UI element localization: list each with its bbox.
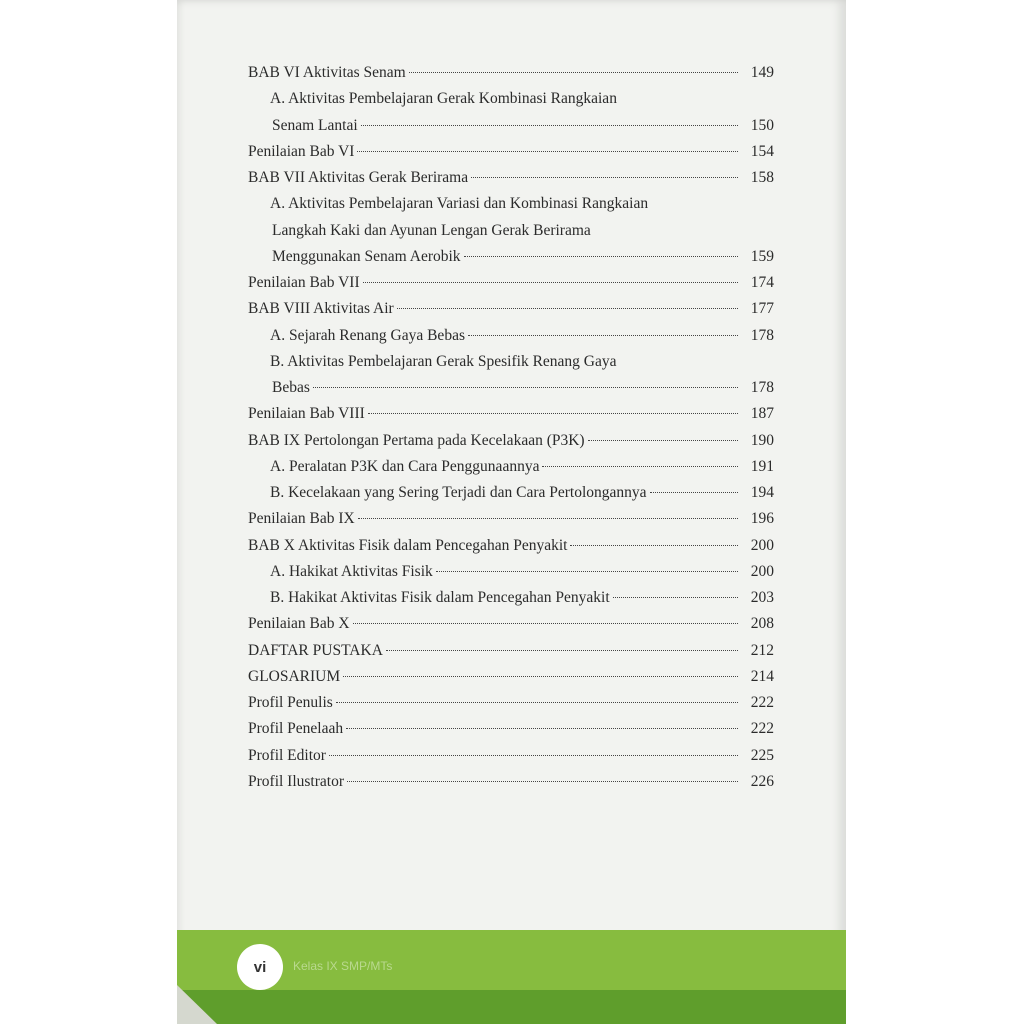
toc-dot-leader — [397, 308, 738, 309]
toc-entry-title: Profil Ilustrator — [248, 772, 344, 790]
toc-entry-page: 190 — [750, 431, 774, 449]
toc-entry-title: Bebas — [272, 379, 310, 396]
toc-entry-page: 212 — [750, 641, 774, 659]
page-fold-corner — [177, 985, 217, 1024]
toc-entry — [248, 142, 774, 162]
toc-entry-page: 191 — [750, 457, 774, 475]
toc-entry — [248, 299, 774, 319]
toc-entry-title: BAB VI Aktivitas Senam — [248, 64, 406, 81]
toc-entry-title: A. Aktivitas Pembelajaran Gerak Kombinasi Rangkaian — [270, 90, 617, 108]
toc-entry-title: A. Peralatan P3K dan Cara Penggunaannya — [270, 457, 540, 475]
toc-dot-leader — [329, 755, 738, 756]
toc-entry-page: 178 — [750, 379, 774, 396]
toc-entry-title: B. Kecelakaan yang Sering Terjadi dan Cara Pertolongannya — [270, 484, 647, 501]
toc-entry-title: A. Sejarah Renang Gaya Bebas — [270, 326, 465, 344]
toc-dot-leader — [358, 518, 738, 519]
toc-entry — [270, 194, 648, 214]
toc-entry-page: 200 — [750, 536, 774, 554]
toc-entry — [248, 746, 774, 766]
toc-dot-leader — [468, 335, 738, 336]
toc-entry-title: BAB VII Aktivitas Gerak Berirama — [248, 169, 469, 186]
toc-entry-page: 194 — [750, 484, 774, 501]
toc-entry-title: Profil Editor — [248, 746, 326, 764]
toc-entry — [270, 588, 774, 608]
toc-entry-page: 154 — [750, 142, 774, 160]
footer-band-dark — [177, 990, 846, 1024]
toc-dot-leader — [336, 702, 738, 703]
toc-dot-leader — [542, 466, 738, 467]
toc-entry-page: 226 — [750, 772, 774, 790]
toc-entry-title: A. Aktivitas Pembelajaran Variasi dan Kombinasi Rangkaian — [270, 195, 649, 213]
toc-entry — [248, 719, 774, 739]
toc-entry-title: A. Hakikat Aktivitas Fisik — [270, 562, 433, 580]
toc-entry-title: Profil Penelaah — [248, 720, 344, 738]
toc-entry — [272, 116, 774, 136]
toc-dot-leader — [464, 256, 738, 257]
toc-entry — [272, 221, 591, 241]
toc-entry — [270, 483, 774, 503]
toc-entry — [248, 168, 774, 188]
toc-entry-title: B. Aktivitas Pembelajaran Gerak Spesifik Renang Gaya — [270, 352, 617, 370]
book-label: Kelas IX SMP/MTs — [293, 959, 393, 973]
toc-entry-page: 225 — [750, 746, 774, 764]
toc-entry-title: Penilaian Bab VIII — [248, 405, 365, 423]
toc-dot-leader — [361, 125, 738, 126]
toc-entry — [248, 693, 774, 713]
toc-entry-title: Langkah Kaki dan Ayunan Lengan Gerak Berirama — [272, 221, 591, 239]
toc-dot-leader — [386, 650, 738, 651]
toc-entry-title: B. Hakikat Aktivitas Fisik dalam Pencegahan Penyakit — [270, 589, 610, 606]
toc-dot-leader — [347, 781, 738, 782]
toc-entry — [248, 404, 774, 424]
toc-entry-page: 203 — [750, 589, 774, 606]
toc-entry-title: DAFTAR PUSTAKA — [248, 641, 383, 659]
toc-entry-page: 214 — [750, 667, 774, 685]
page-number: vi — [237, 944, 283, 990]
toc-entry-page: 178 — [750, 326, 774, 344]
toc-entry-title: BAB VIII Aktivitas Air — [248, 300, 394, 318]
toc-entry-title: Profil Penulis — [248, 694, 333, 711]
toc-dot-leader — [368, 413, 738, 414]
toc-dot-leader — [588, 440, 738, 441]
toc-dot-leader — [471, 177, 738, 178]
toc-entry — [248, 641, 774, 661]
toc-entry — [248, 431, 774, 451]
toc-dot-leader — [436, 571, 738, 572]
toc-entry — [270, 352, 617, 372]
toc-entry-title: Penilaian Bab VII — [248, 274, 360, 291]
toc-entry-title: Menggunakan Senam Aerobik — [272, 247, 461, 265]
toc-dot-leader — [613, 597, 738, 598]
toc-entry-title: Penilaian Bab VI — [248, 142, 355, 160]
toc-dot-leader — [346, 728, 738, 729]
toc-entry-page: 208 — [750, 615, 774, 633]
toc-entry-page: 187 — [750, 405, 774, 423]
toc-entry-page: 150 — [750, 116, 774, 134]
toc-dot-leader — [363, 282, 738, 283]
toc-entry-page: 174 — [750, 274, 774, 291]
toc-dot-leader — [650, 492, 738, 493]
toc-entry-title: BAB X Aktivitas Fisik dalam Pencegahan Penyakit — [248, 536, 568, 554]
toc-entry-title: Penilaian Bab X — [248, 615, 350, 633]
toc-entry — [272, 247, 774, 267]
toc-dot-leader — [353, 623, 738, 624]
toc-entry — [270, 457, 774, 477]
toc-entry-page: 222 — [750, 694, 774, 711]
toc-dot-leader — [357, 151, 738, 152]
toc-entry-title: Senam Lantai — [272, 116, 358, 134]
toc-entry — [248, 772, 774, 792]
toc-entry — [248, 509, 774, 529]
toc-entry-page: 196 — [750, 510, 774, 528]
toc-entry — [248, 273, 774, 293]
toc-entry — [270, 562, 774, 582]
toc-entry-title: GLOSARIUM — [248, 667, 341, 685]
toc-entry-title: Penilaian Bab IX — [248, 510, 355, 528]
toc-dot-leader — [409, 72, 738, 73]
toc-entry — [248, 63, 774, 83]
toc-dot-leader — [313, 387, 738, 388]
toc-dot-leader — [343, 676, 738, 677]
toc-entry — [272, 378, 774, 398]
book-page — [177, 0, 846, 1024]
toc-entry-page: 222 — [750, 720, 774, 738]
toc-dot-leader — [570, 545, 738, 546]
toc-entry — [270, 89, 617, 109]
toc-entry — [248, 614, 774, 634]
toc-entry — [248, 667, 774, 687]
toc-entry — [270, 326, 774, 346]
toc-entry-page: 159 — [750, 247, 774, 265]
toc-entry-page: 200 — [750, 562, 774, 580]
toc-entry-page: 149 — [750, 64, 774, 81]
toc-entry-title: BAB IX Pertolongan Pertama pada Kecelakaan (P3K) — [248, 431, 585, 449]
toc-entry-page: 158 — [750, 169, 774, 186]
toc-entry — [248, 536, 774, 556]
toc-entry-page: 177 — [750, 300, 774, 318]
